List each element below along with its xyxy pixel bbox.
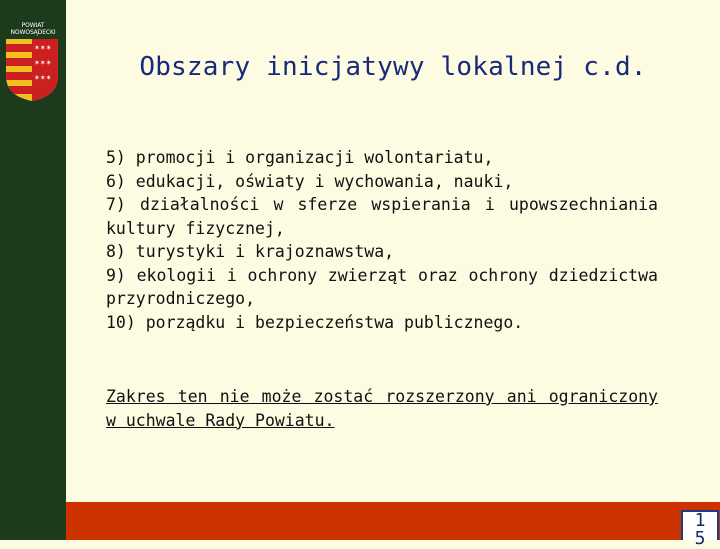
list-item: 10) porządku i bezpieczeństwa publicznego.: [106, 312, 524, 332]
logo-line-1: POWIAT: [21, 22, 45, 29]
svg-text:✶✶✶: ✶✶✶: [34, 74, 52, 82]
page-number-digit-1: 1: [694, 510, 706, 531]
list-item: 9) ekologii i ochrony zwierząt oraz ochrony dziedzictwa przyrodniczego,: [106, 265, 658, 308]
list-item: 8) turystyki i krajoznawstwa,: [106, 242, 395, 261]
page-number-digit-2: 5: [694, 528, 706, 549]
svg-text:✶✶✶: ✶✶✶: [34, 44, 52, 52]
list-item: 6) edukacji, oświaty i wychowania, nauki,: [106, 171, 514, 191]
logo-text: [2, 22, 64, 36]
list-item: 7) działalności w sferze wspierania i upowszechniania kultury fizycznej,: [106, 195, 658, 238]
svg-text:✶✶✶: ✶✶✶: [34, 59, 52, 67]
page-number: [681, 510, 719, 549]
initiative-areas-list: [106, 146, 658, 334]
left-sidebar: [0, 0, 66, 540]
slide-title: Obszary inicjatywy lokalnej c.d.: [139, 52, 647, 82]
scope-note: Zakres ten nie może zostać rozszerzony ani ograniczony w uchwale Rady Powiatu.: [106, 387, 658, 430]
coat-of-arms-icon: [5, 38, 59, 102]
bottom-bar: [66, 502, 720, 540]
list-item: 5) promocji i organizacji wolontariatu,: [106, 148, 494, 167]
logo-line-2: NOWOSĄDECKI: [10, 29, 56, 36]
